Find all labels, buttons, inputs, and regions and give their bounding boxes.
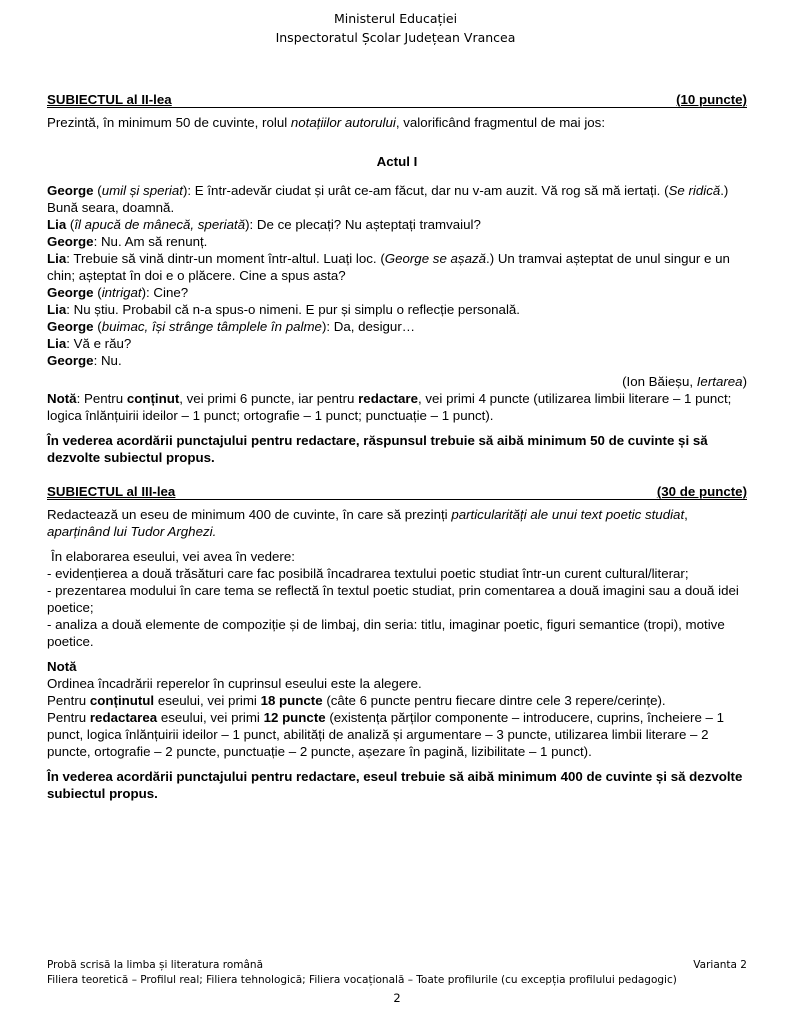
note-emphasis: 18 puncte (260, 693, 323, 708)
note-emphasis: redactare (358, 391, 418, 406)
stage-direction: George se așază (384, 251, 487, 266)
note-text: Pentru (47, 693, 90, 708)
source-author: (Ion Băieșu, (622, 374, 697, 389)
line-text: ): E într-adevăr ciudat și urât ce-am făcut, dar nu v-am auzit. Vă rog să mă iertați. ( (182, 183, 669, 198)
ministry-name: Ministerul Educației (333, 11, 458, 26)
section-2-points: (10 puncte) (676, 92, 747, 107)
note-text: Pentru (47, 710, 90, 725)
page-number: 2 (393, 991, 401, 1005)
footer-exam-name: Probă scrisă la limba și literatura română (47, 959, 264, 971)
source-title: Iertarea (696, 374, 743, 389)
requirement-item: - evidențierea a două trăsături care fac posibilă încadrarea textului poetic studiat într-un curent cultural/literar; (47, 566, 689, 581)
note-text: , vei primi 4 puncte (utilizarea limbii literare – 1 punct; logica înlănțuirii ideilor – 1 punct; ortografie – 1 punct; punctuație – 1 punct). (47, 391, 732, 423)
note-emphasis: redactarea (89, 710, 158, 725)
line-text: ): De ce plecați? Nu așteptați tramvaiul? (245, 217, 481, 232)
section-3-heading (47, 484, 747, 500)
section-2-note (47, 390, 747, 424)
task-text: , valorificând fragmentul de mai jos: (395, 115, 606, 130)
speaker: George (47, 353, 94, 368)
dialogue-line: George (buimac, își strânge tâmplele în palme): Da, desigur… (47, 319, 416, 334)
stage-direction: buimac, își strânge tâmplele în palme (101, 319, 322, 334)
note-emphasis: conținut (126, 391, 180, 406)
task-emphasis: notațiilor autorului (290, 115, 396, 130)
task-emphasis: aparținând lui Tudor Arghezi. (47, 524, 217, 539)
footer-profiles: Filiera teoretică – Profilul real; Filiera tehnologică; Filiera vocațională – Toate profilurile (cu excepția profilului pedagogic) (47, 974, 677, 986)
section-2-heading (47, 92, 747, 108)
footer-row (47, 958, 747, 973)
requirement-item: - analiza a două elemente de compoziție și de limbaj, din seria: titlu, imaginar poetic, figuri semantice (tropi), motive poetice. (47, 617, 725, 649)
note-line: Ordinea încadrării reperelor în cuprinsul eseului este la alegere. (47, 676, 422, 691)
dialogue-line (47, 335, 747, 352)
note-emphasis: conținutul (89, 693, 155, 708)
speaker: Lia (47, 302, 67, 317)
fragment-source (47, 373, 747, 390)
note-line (47, 709, 747, 760)
speaker: George (47, 234, 94, 249)
speaker: George (47, 285, 94, 300)
inspectorate-name: Inspectoratul Școlar Județean Vrancea (275, 30, 516, 45)
note-label: Notă (47, 659, 77, 674)
speaker: Lia (47, 336, 67, 351)
line-text: : Trebuie să vină dintr-un moment într-altul. Luați loc. ( (66, 251, 385, 266)
note-line (47, 692, 747, 709)
section-3-requirement (47, 768, 747, 802)
note-text: (câte 6 puncte pentru fiecare dintre cele 3 repere/cerințe). (322, 693, 666, 708)
section-2-task (47, 114, 747, 131)
section-3-task (47, 506, 747, 540)
note-text: , vei primi 6 puncte, iar pentru (179, 391, 359, 406)
line-text: : Nu știu. Probabil că n-a spus-o nimeni. E pur și simplu o reflecție personală. (66, 302, 521, 317)
line-text: ): Cine? (141, 285, 189, 300)
line-text: .) Bună seara, doamnă. (47, 183, 729, 215)
dialogue-line: George (umil și speriat): E într-adevăr ciudat și urât ce-am făcut, dar nu v-am auzit. Vă rog să mă iertați. (Se ridică.) Bună seara, doamnă. (47, 183, 729, 215)
task-text: , (684, 507, 688, 522)
dialogue-line (47, 352, 747, 369)
section-2-title: SUBIECTUL al II-lea (47, 92, 172, 107)
requirement-text: În vederea acordării punctajului pentru redactare, eseul trebuie să aibă minimum 400 de cuvinte și să dezvolte subiectul propus. (47, 769, 743, 801)
section-2-requirement (47, 432, 747, 466)
dialogue-line (47, 301, 747, 318)
speaker: Lia (47, 251, 67, 266)
section-3-note-title (47, 658, 747, 675)
task-text: Redactează un eseu de minimum 400 de cuvinte, în care să prezinți (47, 507, 452, 522)
page-footer (47, 958, 747, 1006)
exam-content (47, 92, 747, 802)
note-label: Notă (47, 391, 77, 406)
dialogue-fragment (47, 182, 747, 369)
note-text: (existența părților componente – introducere, cuprins, încheiere – 1 punct, logica înlănțuirii ideilor – 1 punct, abilități de analiză și argumentare – 3 puncte, utilizarea limbii literare – 2 puncte, ortografie – 2 puncte, punctuație – 2 puncte, așezare în pagină, lizibilitate – 1 punct). (47, 710, 725, 759)
page-header (0, 9, 791, 47)
section-3-points: (30 de puncte) (656, 484, 747, 499)
dialogue-line (47, 250, 747, 284)
note-text: eseului, vei primi (157, 710, 264, 725)
line-text: ): Da, desigur… (321, 319, 416, 334)
line-text: .) Un tramvai așteptat de unul singur e un chin; așteptat în doi e o plăcere. Cine a spus asta? (47, 251, 730, 283)
note-text: eseului, vei primi (154, 693, 261, 708)
task-text: Prezintă, în minimum 50 de cuvinte, rolul (47, 115, 291, 130)
line-text: : Nu. Am să renunț. (93, 234, 208, 249)
stage-direction: îl apucă de mânecă, speriată (74, 217, 246, 232)
stage-direction: intrigat (101, 285, 142, 300)
speaker: Lia (47, 217, 67, 232)
note-emphasis: 12 puncte (263, 710, 326, 725)
note-text: : Pentru (76, 391, 127, 406)
speaker: George (47, 183, 94, 198)
requirement-text: În vederea acordării punctajului pentru redactare, răspunsul trebuie să aibă minimum 50 de cuvinte și să dezvolte subiectul propus. (47, 433, 708, 465)
section-3-title: SUBIECTUL al III-lea (47, 484, 176, 499)
footer-variant: Varianta 2 (693, 959, 747, 971)
dialogue-line (47, 233, 747, 250)
stage-direction: Se ridică (668, 183, 721, 198)
line-text: : Vă e rău? (66, 336, 132, 351)
speaker: George (47, 319, 94, 334)
dialogue-line: Lia (îl apucă de mânecă, speriată): De ce plecați? Nu așteptați tramvaiul? (47, 217, 481, 232)
stage-direction: umil și speriat (101, 183, 183, 198)
line-text: : Nu. (93, 353, 122, 368)
task-emphasis: particularități ale unui text poetic studiat (451, 507, 685, 522)
act-title: Actul I (376, 154, 418, 169)
requirement-item: - prezentarea modului în care tema se reflectă în textul poetic studiat, prin comentarea a două imagini sau a două idei poetice; (47, 583, 739, 615)
section-3-intro: În elaborarea eseului, vei avea în vedere: (51, 549, 295, 564)
source-close: ) (742, 374, 747, 389)
dialogue-line: George (intrigat): Cine? (47, 285, 189, 300)
